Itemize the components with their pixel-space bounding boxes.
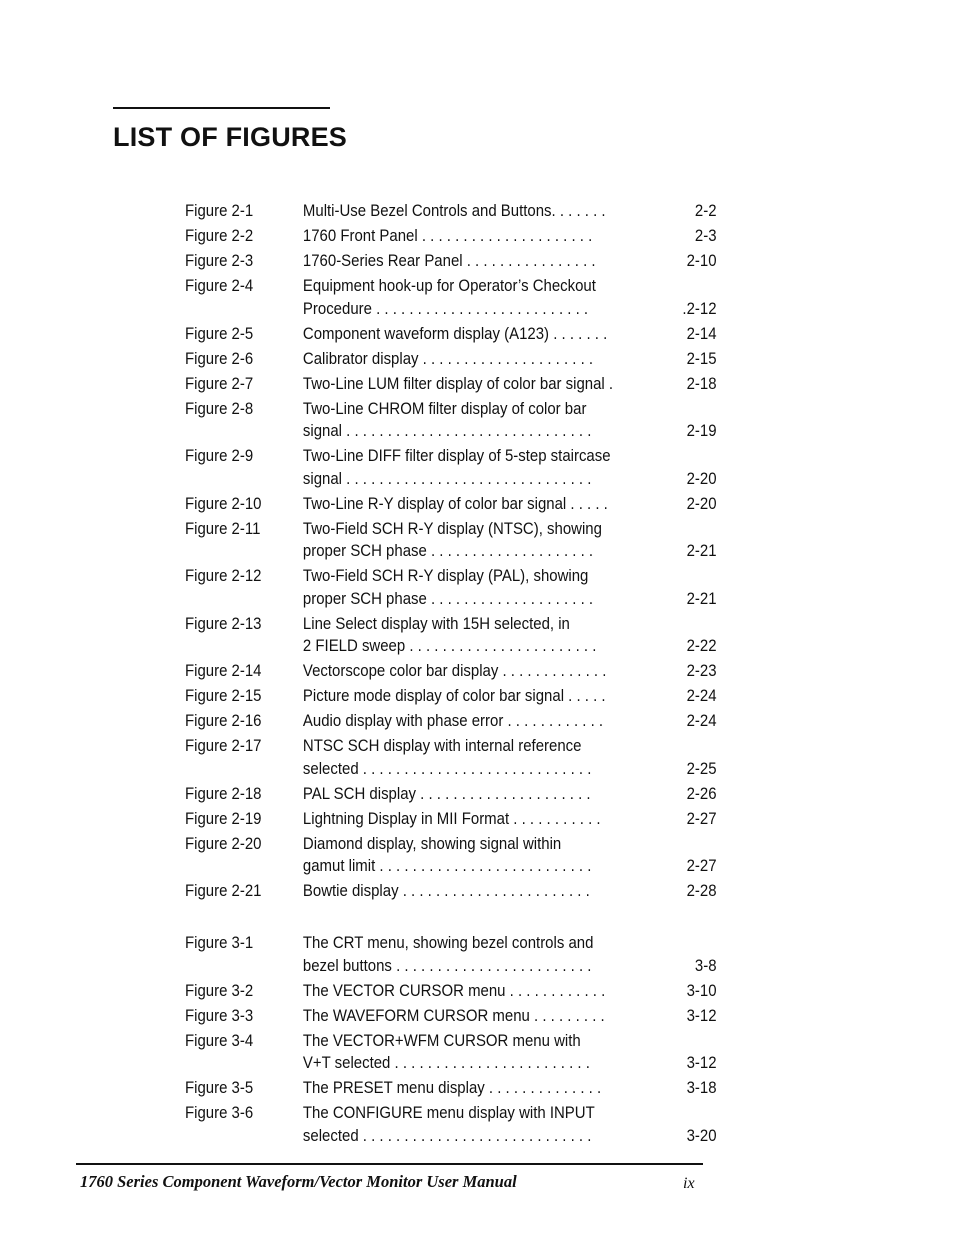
figure-caption-line: bezel buttons . . . . . . . . . . . . . . . . . . . . . . . . bbox=[302, 955, 592, 975]
figure-caption-line: Audio display with phase error . . . . . . . . . . . . bbox=[302, 711, 604, 730]
figure-number: Figure 3-4 bbox=[185, 1030, 254, 1050]
figure-entry[interactable] bbox=[185, 1005, 717, 1028]
figure-entry[interactable] bbox=[185, 880, 717, 903]
figure-number: Figure 2-13 bbox=[185, 613, 262, 633]
figure-number: Figure 2-14 bbox=[185, 661, 262, 680]
figure-entry[interactable] bbox=[185, 398, 717, 443]
figure-entry[interactable] bbox=[185, 980, 717, 1003]
figure-number: Figure 2-10 bbox=[185, 493, 262, 513]
figure-number: Figure 2-7 bbox=[185, 373, 254, 393]
figure-page-number: .2-12 bbox=[682, 298, 717, 318]
figure-entry[interactable] bbox=[185, 225, 717, 248]
figure-page-number: 2-24 bbox=[686, 686, 717, 705]
figure-page-number: 3-18 bbox=[686, 1078, 717, 1097]
figure-number: Figure 2-1 bbox=[185, 201, 254, 220]
figure-page-number: 2-22 bbox=[686, 636, 717, 655]
figure-page-number: 2-25 bbox=[686, 758, 717, 778]
figure-number: Figure 2-11 bbox=[185, 518, 261, 538]
figure-caption-line: proper SCH phase . . . . . . . . . . . . . . . . . . . . bbox=[302, 541, 594, 560]
figure-page-number: 3-8 bbox=[694, 955, 717, 975]
figure-page-number: 2-27 bbox=[686, 808, 717, 828]
figure-caption-line: The PRESET menu display . . . . . . . . . . . . . . bbox=[302, 1078, 602, 1097]
figure-page-number: 3-20 bbox=[686, 1125, 717, 1145]
figure-entry[interactable] bbox=[185, 685, 717, 708]
figure-caption-line: Two-Line CHROM filter display of color bar bbox=[302, 398, 587, 418]
figure-number: Figure 2-16 bbox=[185, 711, 262, 730]
footer-manual-title: 1760 Series Component Waveform/Vector Monitor User Manual bbox=[80, 1172, 517, 1191]
figure-page-number: 2-27 bbox=[686, 856, 717, 875]
figure-page-number: 3-10 bbox=[686, 980, 717, 1000]
figure-caption-line: Equipment hook-up for Operator’s Checkout bbox=[302, 276, 596, 295]
figure-entry[interactable] bbox=[185, 613, 717, 658]
figure-number: Figure 3-2 bbox=[185, 980, 254, 1000]
figure-caption-line: Bowtie display . . . . . . . . . . . . . . . . . . . . . . . bbox=[302, 881, 590, 900]
figure-page-number: 2-28 bbox=[686, 881, 717, 900]
figure-page-number: 3-12 bbox=[686, 1053, 717, 1072]
figure-number: Figure 2-21 bbox=[185, 881, 262, 900]
figure-page-number: 2-18 bbox=[686, 373, 717, 393]
figure-caption-line: Procedure . . . . . . . . . . . . . . . . . . . . . . . . . . bbox=[302, 298, 589, 318]
figure-caption-line: 2 FIELD sweep . . . . . . . . . . . . . . . . . . . . . . . bbox=[302, 636, 597, 655]
figure-number: Figure 2-5 bbox=[185, 323, 254, 343]
figure-caption-line: V+T selected . . . . . . . . . . . . . . . . . . . . . . . . bbox=[302, 1053, 590, 1072]
figure-caption-line: Component waveform display (A123) . . . . . . . bbox=[302, 323, 608, 343]
figure-number: Figure 2-19 bbox=[185, 808, 262, 828]
figure-entry[interactable] bbox=[185, 323, 717, 346]
figure-number: Figure 2-18 bbox=[185, 783, 262, 803]
figure-caption-line: proper SCH phase . . . . . . . . . . . . . . . . . . . . bbox=[302, 588, 594, 608]
figure-caption-line: Two-Line R-Y display of color bar signal . . . . . bbox=[302, 493, 608, 513]
figure-number: Figure 3-6 bbox=[185, 1103, 254, 1122]
figure-page-number: 3-12 bbox=[686, 1005, 717, 1025]
figure-number: Figure 2-6 bbox=[185, 348, 254, 368]
figure-page-number: 2-21 bbox=[686, 588, 717, 608]
figure-entry[interactable] bbox=[185, 932, 717, 977]
figure-entry[interactable] bbox=[185, 373, 717, 396]
figure-page-number: 2-20 bbox=[686, 468, 717, 488]
figure-page-number: 2-10 bbox=[686, 251, 717, 270]
figure-page-number: 2-23 bbox=[686, 661, 717, 680]
figure-entry[interactable] bbox=[185, 833, 717, 878]
figure-entry[interactable] bbox=[185, 1102, 717, 1147]
figure-number: Figure 2-8 bbox=[185, 398, 254, 418]
figure-caption-line: The CRT menu, showing bezel controls and bbox=[302, 933, 594, 952]
figure-number: Figure 3-5 bbox=[185, 1078, 254, 1097]
figure-caption-line: selected . . . . . . . . . . . . . . . . . . . . . . . . . . . . bbox=[302, 758, 592, 778]
figure-page-number: 2-20 bbox=[686, 493, 717, 513]
figure-number: Figure 2-9 bbox=[185, 446, 254, 465]
figure-number: Figure 2-17 bbox=[185, 736, 262, 755]
figure-caption-line: Calibrator display . . . . . . . . . . . . . . . . . . . . . bbox=[302, 348, 594, 368]
figure-caption-line: The WAVEFORM CURSOR menu . . . . . . . . . bbox=[302, 1005, 605, 1025]
figure-page-number: 2-19 bbox=[686, 421, 717, 440]
figure-number: Figure 2-15 bbox=[185, 686, 262, 705]
figure-page-number: 2-3 bbox=[694, 226, 717, 245]
figure-entry[interactable] bbox=[185, 445, 717, 490]
figure-entry[interactable] bbox=[185, 200, 717, 223]
footer-rule bbox=[76, 1163, 703, 1165]
figure-caption-line: signal . . . . . . . . . . . . . . . . . . . . . . . . . . . . . . bbox=[302, 468, 592, 488]
figure-caption-line: Diamond display, showing signal within bbox=[302, 833, 562, 853]
figure-caption-line: Picture mode display of color bar signal . . . . . bbox=[302, 686, 606, 705]
figure-caption-line: Two-Field SCH R-Y display (PAL), showing bbox=[302, 566, 589, 585]
figure-entry[interactable] bbox=[185, 808, 717, 831]
figure-entry[interactable] bbox=[185, 735, 717, 780]
figure-number: Figure 2-3 bbox=[185, 251, 254, 270]
figure-page-number: 2-21 bbox=[686, 541, 717, 560]
figure-page-number: 2-14 bbox=[686, 323, 717, 343]
figure-caption-line: gamut limit . . . . . . . . . . . . . . . . . . . . . . . . . . bbox=[302, 856, 592, 875]
figure-entry[interactable] bbox=[185, 1030, 717, 1075]
figure-page-number: 2-2 bbox=[694, 201, 717, 220]
figure-entry[interactable] bbox=[185, 710, 717, 733]
figure-caption-line: The VECTOR CURSOR menu . . . . . . . . . . . . bbox=[302, 980, 606, 1000]
figure-entry[interactable] bbox=[185, 565, 717, 610]
figure-entry[interactable] bbox=[185, 493, 717, 516]
figure-caption-line: Line Select display with 15H selected, in bbox=[302, 613, 570, 633]
figure-caption-line: Two-Line LUM filter display of color bar signal . bbox=[302, 373, 614, 393]
figure-entry[interactable] bbox=[185, 518, 717, 563]
figure-number: Figure 2-2 bbox=[185, 226, 254, 245]
figure-caption-line: NTSC SCH display with internal reference bbox=[302, 736, 582, 755]
figure-caption-line: The VECTOR+WFM CURSOR menu with bbox=[302, 1030, 581, 1050]
figure-page-number: 2-24 bbox=[686, 711, 717, 730]
figure-caption-line: Lightning Display in MII Format . . . . . . . . . . . bbox=[302, 808, 601, 828]
figure-entry[interactable] bbox=[185, 250, 717, 273]
figure-caption-line: PAL SCH display . . . . . . . . . . . . . . . . . . . . . bbox=[302, 783, 591, 803]
figure-number: Figure 2-20 bbox=[185, 833, 262, 853]
page-title: LIST OF FIGURES bbox=[113, 122, 348, 152]
figure-caption-line: 1760-Series Rear Panel . . . . . . . . . . . . . . . . bbox=[302, 251, 596, 270]
figure-caption-line: 1760 Front Panel . . . . . . . . . . . . . . . . . . . . . bbox=[302, 226, 593, 245]
figure-caption-line: signal . . . . . . . . . . . . . . . . . . . . . . . . . . . . . . bbox=[302, 421, 592, 440]
figure-caption-line: selected . . . . . . . . . . . . . . . . . . . . . . . . . . . . bbox=[302, 1125, 592, 1145]
figure-number: Figure 2-4 bbox=[185, 276, 254, 295]
figure-caption-line: Two-Field SCH R-Y display (NTSC), showing bbox=[302, 518, 602, 538]
figure-number: Figure 2-12 bbox=[185, 566, 262, 585]
figure-entry[interactable] bbox=[185, 660, 717, 683]
figure-caption-line: Multi-Use Bezel Controls and Buttons. . . . . . . bbox=[302, 201, 606, 220]
figure-page-number: 2-15 bbox=[686, 348, 717, 368]
figure-entry[interactable] bbox=[185, 275, 717, 320]
figure-caption-line: Two-Line DIFF filter display of 5-step staircase bbox=[302, 446, 611, 465]
figure-caption-line: Vectorscope color bar display . . . . . . . . . . . . . bbox=[302, 661, 607, 680]
figure-number: Figure 3-3 bbox=[185, 1005, 254, 1025]
figure-entry[interactable] bbox=[185, 1077, 717, 1100]
footer-page-number: ix bbox=[683, 1175, 695, 1192]
figure-entry[interactable] bbox=[185, 783, 717, 806]
figure-page-number: 2-26 bbox=[686, 783, 717, 803]
figure-caption-line: The CONFIGURE menu display with INPUT bbox=[302, 1103, 595, 1122]
figure-number: Figure 3-1 bbox=[185, 933, 254, 952]
figure-entry[interactable] bbox=[185, 348, 717, 371]
